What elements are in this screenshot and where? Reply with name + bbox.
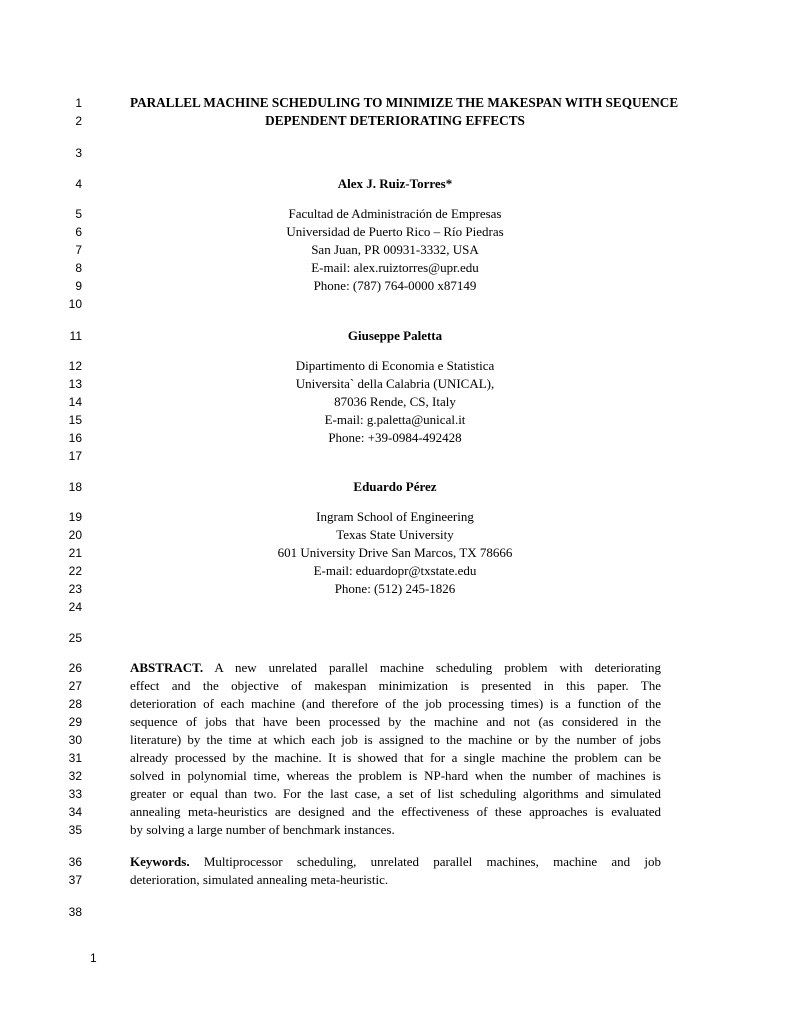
line-number: 16 <box>68 431 82 445</box>
line-number: 3 <box>75 146 82 160</box>
line-number: 2 <box>75 114 82 128</box>
abstract-line: solved in polynomial time, whereas the problem is NP-hard when the number of machines is <box>130 768 661 783</box>
line-number: 32 <box>68 769 82 783</box>
line-number: 37 <box>68 873 82 887</box>
abstract-line <box>130 660 661 676</box>
affiliation-line: 87036 Rende, CS, Italy <box>334 394 456 409</box>
keywords-line <box>130 854 661 870</box>
line-number: 30 <box>68 733 82 747</box>
line-number: 21 <box>68 546 82 560</box>
author-name: Eduardo Pérez <box>353 479 437 494</box>
abstract-line: sequence of jobs that have been processed by the machine and not (as considered in the <box>130 714 661 729</box>
abstract-line: effect and the objective of makespan minimization is presented in this paper. The <box>130 678 661 693</box>
keywords-text: Multiprocessor scheduling, unrelated parallel machines, machine and job <box>203 854 662 869</box>
line-number: 7 <box>75 243 82 257</box>
author-email: E-mail: g.paletta@unical.it <box>324 412 466 427</box>
line-number: 17 <box>68 449 82 463</box>
line-number: 12 <box>68 359 82 373</box>
abstract-text: A new unrelated parallel machine scheduling problem with deteriorating <box>214 660 661 675</box>
line-number: 33 <box>68 787 82 801</box>
line-number: 11 <box>69 329 82 343</box>
abstract-line: literature) by the time at which each job is assigned to the machine or by the number of jobs <box>130 732 661 747</box>
abstract-line: annealing meta-heuristics are designed and the effectiveness of these approaches is evaluated <box>130 804 661 819</box>
line-number: 23 <box>68 582 82 596</box>
abstract-line: greater or equal than two. For the last case, a set of list scheduling algorithms and simulated <box>130 786 661 801</box>
line-number: 27 <box>68 679 82 693</box>
line-number: 19 <box>68 510 82 524</box>
line-number: 18 <box>68 480 82 494</box>
line-number: 10 <box>68 297 82 311</box>
keywords-line: deterioration, simulated annealing meta-heuristic. <box>130 872 389 887</box>
line-number: 4 <box>75 177 82 191</box>
affiliation-line: Facultad de Administración de Empresas <box>288 206 502 221</box>
line-number: 38 <box>68 905 82 919</box>
author-phone: Phone: (512) 245-1826 <box>334 581 456 596</box>
abstract-line: deterioration of each machine (and therefore of the job processing times) is a function of the <box>130 696 661 711</box>
line-number: 31 <box>68 751 82 765</box>
line-number: 25 <box>68 631 82 645</box>
line-number: 5 <box>75 207 82 221</box>
line-number: 28 <box>68 697 82 711</box>
line-number: 34 <box>68 805 82 819</box>
line-number: 20 <box>68 528 82 542</box>
line-number: 1 <box>75 96 82 110</box>
line-number: 22 <box>68 564 82 578</box>
affiliation-line: Texas State University <box>336 527 454 542</box>
line-number: 15 <box>68 413 82 427</box>
line-number: 36 <box>68 855 82 869</box>
abstract-label: ABSTRACT. <box>130 660 204 675</box>
page-number: 1 <box>90 951 97 965</box>
line-number: 6 <box>75 225 82 239</box>
author-phone: Phone: (787) 764-0000 x87149 <box>313 278 477 293</box>
paper-title-line-1: PARALLEL MACHINE SCHEDULING TO MINIMIZE THE MAKESPAN WITH SEQUENCE <box>130 95 679 110</box>
author-phone: Phone: +39-0984-492428 <box>328 430 462 445</box>
line-number: 26 <box>68 661 82 675</box>
affiliation-line: Dipartimento di Economia e Statistica <box>295 358 495 373</box>
line-number: 13 <box>68 377 82 391</box>
line-number: 8 <box>75 261 82 275</box>
affiliation-line: Ingram School of Engineering <box>316 509 474 524</box>
author-name: Giuseppe Paletta <box>347 328 443 343</box>
author-email: E-mail: alex.ruiztorres@upr.edu <box>311 260 479 275</box>
line-number: 35 <box>68 823 82 837</box>
author-email: E-mail: eduardopr@txstate.edu <box>313 563 477 578</box>
affiliation-line: 601 University Drive San Marcos, TX 78666 <box>277 545 513 560</box>
paper-title-line-2: DEPENDENT DETERIORATING EFFECTS <box>265 113 525 128</box>
line-number: 24 <box>68 600 82 614</box>
abstract-line: by solving a large number of benchmark instances. <box>130 822 395 837</box>
affiliation-line: Universidad de Puerto Rico – Río Piedras <box>286 224 504 239</box>
affiliation-line: Universita` della Calabria (UNICAL), <box>295 376 495 391</box>
line-number: 9 <box>75 279 82 293</box>
author-name: Alex J. Ruiz-Torres* <box>337 176 453 191</box>
line-number: 14 <box>68 395 82 409</box>
abstract-line: already processed by the machine. It is showed that for a single machine the problem can be <box>130 750 661 765</box>
affiliation-line: San Juan, PR 00931-3332, USA <box>311 242 479 257</box>
keywords-label: Keywords. <box>130 854 190 869</box>
line-number: 29 <box>68 715 82 729</box>
